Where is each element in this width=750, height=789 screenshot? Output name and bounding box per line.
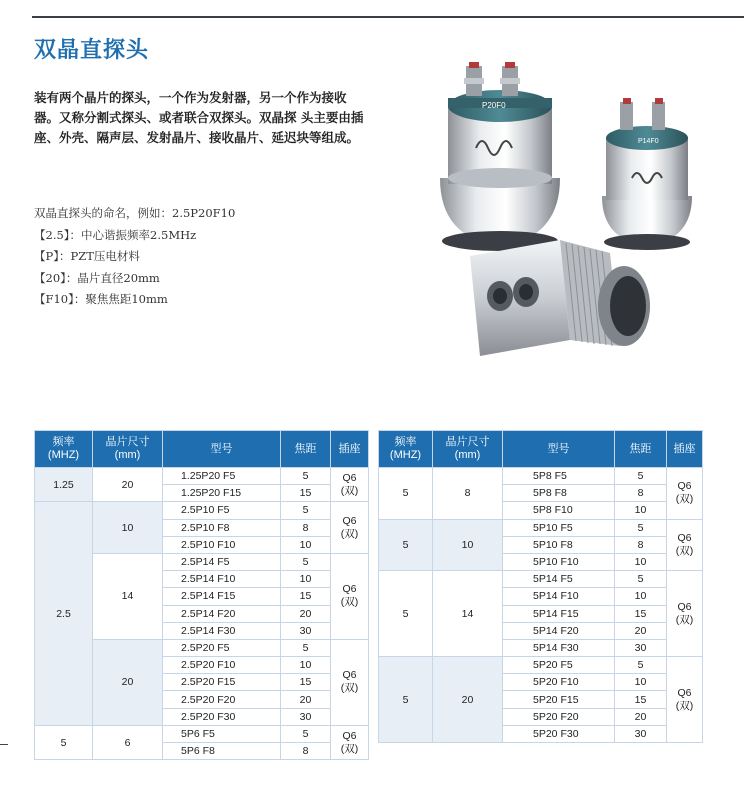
naming-line: 【P】：PZT压电材料 [34, 249, 140, 263]
focus-cell: 5 [281, 639, 331, 656]
model-cell: 5P14 F5 [503, 571, 615, 588]
header-crystal-size: 晶片尺寸 (mm) [93, 431, 163, 468]
naming-line: 【F10】：聚焦焦距10mm [34, 292, 168, 306]
naming-line: 双晶直探头的命名，例如：2.5P20F10 [34, 206, 236, 220]
focus-cell: 15 [281, 674, 331, 691]
model-cell: 2.5P20 F5 [163, 639, 281, 656]
model-cell: 5P14 F20 [503, 622, 615, 639]
table-header-row [379, 431, 703, 468]
focus-cell: 15 [281, 485, 331, 502]
focus-cell: 5 [281, 553, 331, 570]
size-cell: 14 [433, 571, 503, 657]
socket-cell: Q6 (双) [331, 639, 369, 725]
model-cell: 2.5P20 F10 [163, 657, 281, 674]
header-crystal-size: 晶片尺寸 (mm) [433, 431, 503, 468]
focus-cell: 30 [281, 708, 331, 725]
table-row [379, 571, 703, 588]
model-cell: 2.5P10 F5 [163, 502, 281, 519]
focus-cell: 10 [615, 588, 667, 605]
table-row [379, 519, 703, 536]
focus-cell: 15 [281, 588, 331, 605]
frequency-cell: 2.5 [35, 502, 93, 725]
focus-cell: 8 [615, 485, 667, 502]
frequency-cell: 5 [379, 519, 433, 571]
socket-cell: Q6 (双) [331, 468, 369, 502]
size-cell: 8 [433, 468, 503, 520]
page-title: 双晶直探头 [34, 38, 150, 63]
model-cell: 5P20 F15 [503, 691, 615, 708]
model-cell: 2.5P14 F15 [163, 588, 281, 605]
focus-cell: 5 [615, 468, 667, 485]
model-cell: 5P14 F30 [503, 639, 615, 656]
size-cell: 20 [93, 639, 163, 725]
focus-cell: 5 [615, 571, 667, 588]
model-cell: 2.5P20 F15 [163, 674, 281, 691]
model-cell: 2.5P20 F30 [163, 708, 281, 725]
size-cell: 10 [433, 519, 503, 571]
model-cell: 5P20 F10 [503, 674, 615, 691]
focus-cell: 5 [281, 725, 331, 742]
focus-cell: 5 [281, 502, 331, 519]
probe-product-photo [410, 28, 730, 368]
focus-cell: 20 [281, 691, 331, 708]
model-cell: 5P10 F5 [503, 519, 615, 536]
model-cell: 2.5P20 F20 [163, 691, 281, 708]
focus-cell: 5 [281, 468, 331, 485]
size-cell: 20 [93, 468, 163, 502]
focus-cell: 10 [281, 571, 331, 588]
focus-cell: 10 [615, 502, 667, 519]
frequency-cell: 5 [379, 657, 433, 743]
focus-cell: 10 [615, 674, 667, 691]
focus-cell: 10 [281, 657, 331, 674]
focus-cell: 30 [281, 622, 331, 639]
header-focus: 焦距 [281, 431, 331, 468]
header-model: 型号 [163, 431, 281, 468]
probe-label: P14F0 [638, 138, 659, 145]
model-cell: 2.5P10 F10 [163, 536, 281, 553]
socket-cell: Q6 (双) [331, 502, 369, 554]
model-cell: 1.25P20 F5 [163, 468, 281, 485]
naming-list [34, 203, 235, 311]
focus-cell: 10 [281, 536, 331, 553]
header-focus: 焦距 [615, 431, 667, 468]
table-row [379, 468, 703, 485]
model-cell: 5P6 F5 [163, 725, 281, 742]
small-probe-graphic [602, 98, 692, 250]
model-cell: 5P20 F30 [503, 725, 615, 742]
table-header-row [35, 431, 369, 468]
focus-cell: 20 [281, 605, 331, 622]
model-cell: 2.5P14 F10 [163, 571, 281, 588]
focus-cell: 30 [615, 725, 667, 742]
focus-cell: 20 [615, 708, 667, 725]
socket-cell: Q6 (双) [667, 468, 703, 520]
socket-cell: Q6 (双) [667, 571, 703, 657]
size-cell: 20 [433, 657, 503, 743]
model-cell: 5P20 F5 [503, 657, 615, 674]
naming-line: 【20】：晶片直径20mm [34, 270, 160, 285]
focus-cell: 8 [615, 536, 667, 553]
size-cell: 10 [93, 502, 163, 554]
description-text: 装有两个晶片的探头，一个作为发射器，另一个作为接收器。又称分割式探头、或者联合双探头。双晶探 头主要由插座、外壳、隔声层、发射晶片、接收晶片、延迟块等组成。 [34, 90, 364, 145]
model-cell: 5P20 F20 [503, 708, 615, 725]
focus-cell: 15 [615, 605, 667, 622]
model-cell: 5P8 F10 [503, 502, 615, 519]
focus-cell: 15 [615, 691, 667, 708]
focus-cell: 5 [615, 657, 667, 674]
model-cell: 1.25P20 F15 [163, 485, 281, 502]
spec-table-left [34, 430, 369, 760]
model-cell: 2.5P14 F30 [163, 622, 281, 639]
header-socket: 插座 [331, 431, 369, 468]
probe-label: P20F0 [482, 101, 506, 110]
header-model: 型号 [503, 431, 615, 468]
focus-cell: 8 [281, 519, 331, 536]
model-cell: 5P14 F10 [503, 588, 615, 605]
header-socket: 插座 [667, 431, 703, 468]
header-frequency: 频率 (MHZ) [379, 431, 433, 468]
focus-cell: 8 [281, 743, 331, 760]
focus-cell: 20 [615, 622, 667, 639]
header-frequency: 频率 (MHZ) [35, 431, 93, 468]
size-cell: 14 [93, 553, 163, 639]
large-probe-graphic [440, 62, 560, 251]
focus-cell: 5 [615, 519, 667, 536]
model-cell: 5P14 F15 [503, 605, 615, 622]
frequency-cell: 5 [379, 571, 433, 657]
size-cell: 6 [93, 725, 163, 759]
socket-cell: Q6 (双) [331, 553, 369, 639]
focus-cell: 30 [615, 639, 667, 656]
spec-table-right [378, 430, 703, 743]
model-cell: 5P8 F5 [503, 468, 615, 485]
focus-cell: 10 [615, 553, 667, 570]
socket-cell: Q6 (双) [331, 725, 369, 759]
top-rule [32, 16, 744, 18]
table-row [35, 502, 369, 519]
model-cell: 5P10 F8 [503, 536, 615, 553]
frequency-cell: 5 [35, 725, 93, 759]
model-cell: 2.5P10 F8 [163, 519, 281, 536]
socket-cell: Q6 (双) [667, 519, 703, 571]
frequency-cell: 1.25 [35, 468, 93, 502]
table-row [35, 468, 369, 485]
model-cell: 5P8 F8 [503, 485, 615, 502]
model-cell: 5P6 F8 [163, 743, 281, 760]
margin-mark [0, 744, 8, 745]
model-cell: 2.5P14 F5 [163, 553, 281, 570]
frequency-cell: 5 [379, 468, 433, 520]
model-cell: 5P10 F10 [503, 553, 615, 570]
naming-line: 【2.5】：中心谐振频率2.5MHz [34, 227, 197, 242]
socket-cell: Q6 (双) [667, 657, 703, 743]
horizontal-probe-graphic [470, 240, 650, 356]
table-row [379, 657, 703, 674]
table-row [35, 725, 369, 742]
model-cell: 2.5P14 F20 [163, 605, 281, 622]
